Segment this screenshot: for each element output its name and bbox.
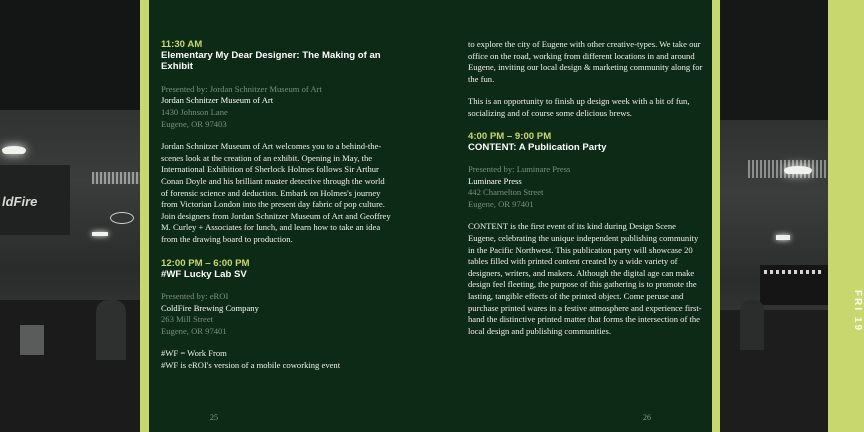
event-description: CONTENT is the first event of its kind during Design Scene Eugene, celebrating the unique independent publishing community in the Pacific Northwest. This publication party will showcase 20 tables filled with printed content created by a wide variety of designers, writers, and makers. Although the digital age can make design feel fleeting, the purpose of this gathering is to promote the lasting, tangible effects of the printed object. Come peruse and purchase printed wares in a festive atmosphere and experience first-hand the distinctive printed matter that forms the intersection of the local design and publishing communities. [468, 221, 702, 336]
continued-text: This is an opportunity to finish up design week with a bit of fun, socializing and of course some delicious brews. [468, 96, 690, 118]
event-title: Elementary My Dear Designer: The Making of an Exhibit [161, 50, 381, 73]
event-note: #WF is eROI's version of a mobile coworking event [161, 359, 341, 370]
event-time: 12:00 PM – 6:00 PM [161, 257, 250, 269]
event-note: #WF = Work From [161, 348, 227, 359]
accent-band-right [712, 0, 720, 432]
event-entry [161, 39, 391, 246]
event-venue: ColdFire Brewing Company [161, 302, 259, 313]
accent-band-left [140, 0, 149, 432]
brewery-photo-left: ldFire [0, 0, 140, 432]
event-address-street: 1430 Johnson Lane [161, 107, 228, 117]
event-venue: Jordan Schnitzer Museum of Art [161, 95, 274, 106]
event-title: CONTENT: A Publication Party [468, 141, 607, 153]
event-presenter: Presented by: Jordan Schnitzer Museum of Art [161, 83, 322, 94]
event-time: 4:00 PM – 9:00 PM [468, 130, 552, 142]
event-presenter: Presented by: Luminare Press [468, 163, 571, 174]
event-address-street: 442 Charnelton Street [468, 187, 544, 198]
event-time: 11:30 AM [161, 39, 203, 50]
continued-text: to explore the city of Eugene with other creative-types. We take our office on the road, working from different locations in and around Eugene, inviting our local design & marketing community along for the fun. [468, 39, 703, 84]
event-address-street: 263 Mill Street [161, 314, 214, 325]
event-venue: Luminare Press [468, 175, 522, 186]
right-column [468, 39, 704, 337]
day-tab-label: FRI 19 [852, 290, 863, 333]
event-description: Jordan Schnitzer Museum of Art welcomes you to a behind-the-scenes look at the creation of an exhibit. Opening in May, the International Exhibition of Sherlock Holmes follows Sir Arthur Conan Doyle and his brilliant master detective through the world of forensic science and deduction. Embark on Holmes's journey from Victorian London into the present day fabric of pop culture. Join designers from Jordan Schnitzer Museum of Art and Geoffrey M. Curley + Associates for lunch, and learn how to take an idea from the drawing board to production. [161, 141, 391, 244]
event-entry [468, 131, 704, 338]
left-column [161, 39, 391, 372]
brewery-photo-right [720, 0, 828, 432]
page-number-left: 25 [210, 413, 218, 422]
event-address-city: Eugene, OR 97403 [161, 118, 227, 129]
page-number-right: 26 [643, 413, 651, 422]
event-entry [161, 258, 391, 372]
event-presenter: Presented by: eROI [161, 290, 229, 301]
event-title: #WF Lucky Lab SV [161, 268, 247, 280]
event-address-city: Eugene, OR 97401 [161, 325, 227, 336]
event-address-city: Eugene, OR 97401 [468, 198, 534, 209]
